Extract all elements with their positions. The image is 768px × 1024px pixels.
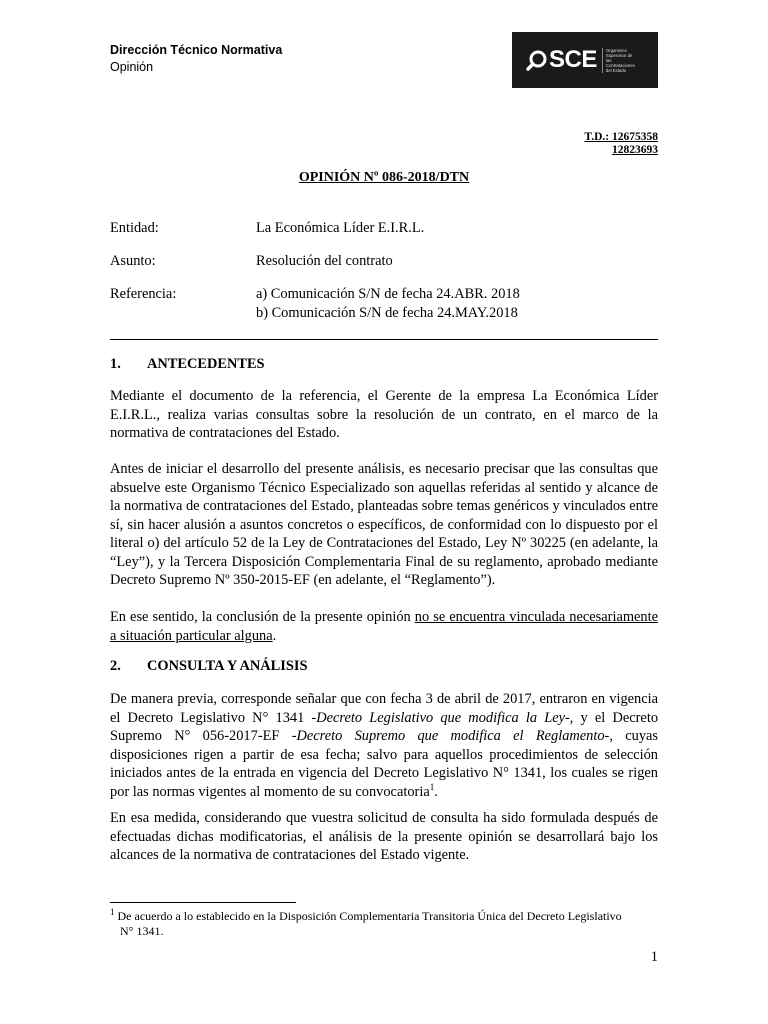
section1-number: 1. [110,356,121,372]
td-number-2: 12823693 [612,143,658,156]
meta-row-referencia [110,285,520,323]
section2-paragraph-2: En esa medida, considerando que vuestra solicitud de consulta ha sido formulada después de efectuadas dichas modificatorias, el análisis de la presente opinión se desarrollará bajo los alcances de la normativa de contrataciones del Estado vigente. [110,810,658,863]
document-title: OPINIÓN Nº 086-2018/DTN [298,170,470,185]
department-name: Dirección Técnico Normativa [110,43,283,57]
asunto-value: Resolución del contrato [256,253,393,269]
section-name: Opinión [110,60,154,74]
referencia-a: a) Comunicación S/N de fecha 24.ABR. 2018 [256,286,520,302]
osce-logo [512,32,658,88]
logo-tagline: Organismo Supervisor de las Contrataciones del Estado [602,48,636,73]
footnote-text: De acuerdo a lo establecido en la Disposición Complementaria Transitoria Única del Decreto Legislativo [114,909,622,923]
footnote-mark: 1 [110,907,115,917]
entidad-value: La Económica Líder E.I.R.L. [256,220,425,236]
meta-block [110,219,520,337]
referencia-label: Referencia: [110,286,177,302]
meta-row-asunto [110,252,520,271]
underlined-text: no se encuentra vinculada necesariamente a situación particular alguna [110,609,658,644]
section2-title: CONSULTA Y ANÁLISIS [147,658,308,674]
asunto-label: Asunto: [110,253,156,269]
page-number: 1 [650,949,658,965]
footnote [110,909,658,939]
footnote-reference[interactable]: 1 [429,781,435,792]
referencia-b: b) Comunicación S/N de fecha 24.MAY.2018 [256,305,518,321]
section1-paragraph-3: En ese sentido, la conclusión de la presente opinión no se encuentra vinculada necesariamente a situación particular alguna. [110,609,658,644]
section2-heading [110,658,308,675]
magnifier-logo-icon [526,49,548,71]
td-number: T.D.: 12675358 [584,131,658,143]
section2-number: 2. [110,658,121,674]
meta-row-entidad [110,219,520,238]
logo-text: SCE [549,46,597,73]
section1-heading [110,356,265,373]
td-reference [584,131,658,156]
section2-paragraph-1: De manera previa, corresponde señalar que con fecha 3 de abril de 2017, entraron en vigencia el Decreto Legislativo N° 1341 -Decreto Legislativo que modifica la Ley-, y el Decreto Supremo N° 056-2017-EF -Decreto Supremo que modifica el Reglamento-, cuyas disposiciones rigen a partir de esa fecha; salvo para aquellos procedimientos de selección iniciados antes de la entrada en vigencia del Decreto Legislativo N° 1341, los cuales se rigen por las normas vigentes al momento de su convocatoria$^1$. [110,691,659,800]
divider [110,339,658,340]
header-block [110,43,282,74]
footnote-text-2: N° 1341. [120,924,164,938]
section1-paragraph-2: Antes de iniciar el desarrollo del presente análisis, es necesario precisar que las consultas que absuelve este Organismo Técnico Especializado son aquellas referidas al sentido y alcance de la normativa de contrataciones del Estado, planteadas sobre temas genéricos y vinculados entre sí, sin hacer alusión a asuntos concretos o específicos, de conformidad con lo dispuesto por el literal o) del artículo 52 de la Ley de Contrataciones del Estado, Ley Nº 30225 (en adelante, la “Ley”), y la Tercera Disposición Complementaria Final de su reglamento, aprobado mediante Decreto Supremo Nº 350-2015-EF (en adelante, el “Reglamento”). [110,461,658,588]
section1-paragraph-1: Mediante el documento de la referencia, el Gerente de la empresa La Económica Líder E.I.R.L., realiza varias consultas sobre la resolución de un contrato, en el marco de la normativa de contrataciones del Estado. [110,388,658,441]
footnote-divider [110,902,296,903]
entidad-label: Entidad: [110,220,159,236]
section1-title: ANTECEDENTES [147,356,265,372]
